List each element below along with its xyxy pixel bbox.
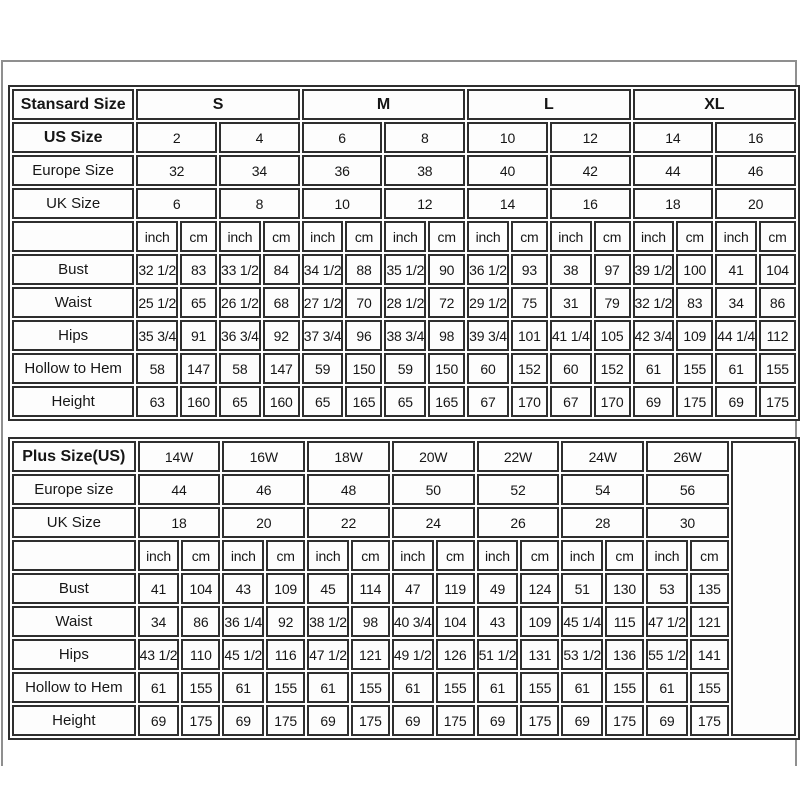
row-label: Europe size [12,474,136,505]
table-cell: 88 [345,254,382,285]
table-cell: 47 [392,573,434,604]
table-cell: 45 [307,573,349,604]
table-cell: 98 [428,320,465,351]
table-row-standard-title [12,89,796,120]
table-cell: 4 [219,122,300,153]
table-cell: 26 [477,507,560,538]
table-row-europe-size [12,155,796,186]
table-cell: 109 [266,573,305,604]
table-cell: 38 3/4 [384,320,426,351]
row-label: Bust [12,573,136,604]
table-cell: 60 [550,353,592,384]
table-cell: 37 3/4 [302,320,344,351]
table-row-bust [12,254,796,285]
table-cell: 59 [302,353,344,384]
table-cell: 58 [136,353,178,384]
table-cell: 155 [351,672,390,703]
table-cell: 175 [759,386,796,417]
table-cell: 16 [715,122,796,153]
row-label: US Size [12,122,134,153]
table-cell: 33 1/2 [219,254,261,285]
row-label-empty [12,221,134,252]
table-cell: 75 [511,287,548,318]
table-row-units [12,540,796,571]
table-cell: 69 [392,705,434,736]
table-cell: 175 [266,705,305,736]
table-cell: 41 [715,254,757,285]
table-cell: 8 [219,188,300,219]
table-cell: 170 [594,386,631,417]
table-cell: 16W [222,441,305,472]
table-cell: 42 [550,155,631,186]
table-cell: 55 1/2 [646,639,688,670]
table-cell: 83 [180,254,217,285]
table-cell: 116 [266,639,305,670]
table-cell: 30 [646,507,729,538]
row-label: Waist [12,287,134,318]
table-row-bust [12,573,796,604]
table-cell: 49 [477,573,519,604]
table-cell: 20W [392,441,475,472]
table-cell: inch [219,221,261,252]
table-cell: 6 [136,188,217,219]
table-cell: 126 [436,639,475,670]
table-cell: 2 [136,122,217,153]
table-cell: 24 [392,507,475,538]
table-cell: 68 [263,287,300,318]
table-cell: cm [511,221,548,252]
table-cell: cm [520,540,559,571]
table-cell: 61 [477,672,519,703]
table-cell: inch [136,221,178,252]
table-cell: 69 [633,386,675,417]
table-cell: 40 [467,155,548,186]
table-cell: 36 [302,155,383,186]
table-cell: 114 [351,573,390,604]
table-cell: 131 [520,639,559,670]
table-cell: 14 [633,122,714,153]
table-cell: inch [477,540,519,571]
table-cell: 61 [138,672,180,703]
table-cell: 8 [384,122,465,153]
table-cell: inch [715,221,757,252]
table-cell: 32 1/2 [136,254,178,285]
table-cell: 39 1/2 [633,254,675,285]
table-cell: inch [550,221,592,252]
table-cell: 53 1/2 [561,639,603,670]
table-cell: 36 3/4 [219,320,261,351]
table-cell: 35 3/4 [136,320,178,351]
table-cell: 22W [477,441,560,472]
table-cell: 34 [219,155,300,186]
table-cell: 47 1/2 [646,606,688,637]
table-cell: 91 [180,320,217,351]
table-cell: 152 [594,353,631,384]
table-row-hips [12,639,796,670]
table-cell: 69 [307,705,349,736]
row-label: Hollow to Hem [12,353,134,384]
table-cell: 28 1/2 [384,287,426,318]
table-cell: 104 [759,254,796,285]
table-cell: 46 [222,474,305,505]
table-cell: 175 [520,705,559,736]
table-cell: 49 1/2 [392,639,434,670]
table-cell: 10 [302,188,383,219]
table-cell: 70 [345,287,382,318]
table-cell: 69 [222,705,264,736]
table-cell: 26W [646,441,729,472]
table-cell: 155 [181,672,220,703]
table-cell: 61 [646,672,688,703]
table-cell: inch [646,540,688,571]
table-cell: 53 [646,573,688,604]
row-label: UK Size [12,507,136,538]
table-cell: 28 [561,507,644,538]
table-row-plus-title [12,441,796,472]
table-cell: 67 [467,386,509,417]
size-group-header: XL [633,89,796,120]
table-cell: 155 [759,353,796,384]
row-label: Waist [12,606,136,637]
row-label: Height [12,705,136,736]
table-cell: 155 [676,353,713,384]
table-cell: 38 1/2 [307,606,349,637]
row-label-empty [12,540,136,571]
table-cell: 170 [511,386,548,417]
table-row-uk-size [12,188,796,219]
table-cell: cm [428,221,465,252]
table-cell: cm [676,221,713,252]
table-cell: 52 [477,474,560,505]
table-cell: 155 [436,672,475,703]
table-cell: 26 1/2 [219,287,261,318]
table-cell: 51 [561,573,603,604]
table-cell: 56 [646,474,729,505]
table-cell: 32 1/2 [633,287,675,318]
table-cell: inch [633,221,675,252]
table-cell: 42 3/4 [633,320,675,351]
table-cell: 83 [676,287,713,318]
table-cell: 130 [605,573,644,604]
table-cell: 41 [138,573,180,604]
table-cell: 20 [715,188,796,219]
table-cell: inch [138,540,180,571]
table-cell: 141 [690,639,729,670]
table-cell: 32 [136,155,217,186]
table-row-europe-size [12,474,796,505]
table-cell: 84 [263,254,300,285]
table-cell: 109 [520,606,559,637]
table-cell: 112 [759,320,796,351]
table-cell: 25 1/2 [136,287,178,318]
table-row-waist [12,606,796,637]
table-cell: 59 [384,353,426,384]
table-cell: 152 [511,353,548,384]
table-row-hollow-to-hem [12,672,796,703]
table-cell: 67 [550,386,592,417]
table-cell: 34 [138,606,180,637]
table-cell: 98 [351,606,390,637]
table-cell: 14W [138,441,221,472]
size-group-header: L [467,89,630,120]
table-cell: 69 [561,705,603,736]
table-cell: 65 [384,386,426,417]
table-cell: cm [351,540,390,571]
table-cell: 41 1/4 [550,320,592,351]
table-cell: 109 [676,320,713,351]
table-cell: 18 [633,188,714,219]
table-cell: 165 [428,386,465,417]
row-label: Hips [12,320,134,351]
table-cell: 69 [646,705,688,736]
table-cell: 135 [690,573,729,604]
table-cell: 121 [690,606,729,637]
table-cell: 16 [550,188,631,219]
table-cell: 121 [351,639,390,670]
table-cell: 93 [511,254,548,285]
table-cell: 12 [384,188,465,219]
table-cell: 147 [263,353,300,384]
table-cell: 155 [605,672,644,703]
table-cell: 18W [307,441,390,472]
table-row-us-size [12,122,796,153]
table-cell: 34 [715,287,757,318]
table-cell: inch [302,221,344,252]
table-cell: 65 [219,386,261,417]
table-cell: 12 [550,122,631,153]
table-cell: 54 [561,474,644,505]
table-cell: inch [222,540,264,571]
table-row-height [12,386,796,417]
table-cell: 24W [561,441,644,472]
empty-cell [731,441,796,736]
table-cell: 104 [436,606,475,637]
table-cell: cm [266,540,305,571]
table-cell: cm [181,540,220,571]
table-cell: cm [263,221,300,252]
table-cell: 72 [428,287,465,318]
table-cell: 36 1/4 [222,606,264,637]
table-cell: 175 [676,386,713,417]
table-cell: 47 1/2 [307,639,349,670]
table-row-units [12,221,796,252]
table-cell: inch [392,540,434,571]
table-cell: 43 [222,573,264,604]
table-cell: 29 1/2 [467,287,509,318]
table-row-uk-size [12,507,796,538]
table-cell: cm [690,540,729,571]
table-cell: 34 1/2 [302,254,344,285]
table-cell: 175 [181,705,220,736]
table-cell: 61 [307,672,349,703]
table-cell: 69 [138,705,180,736]
table-cell: 175 [690,705,729,736]
table-cell: inch [467,221,509,252]
table-cell: 31 [550,287,592,318]
table-cell: 14 [467,188,548,219]
table-row-height [12,705,796,736]
table-cell: 44 [633,155,714,186]
row-label: Europe Size [12,155,134,186]
table-cell: 97 [594,254,631,285]
table-cell: 44 [138,474,221,505]
table-cell: 38 [550,254,592,285]
row-label: Plus Size(US) [12,441,136,472]
standard-size-table [8,85,800,421]
table-row-waist [12,287,796,318]
table-cell: cm [605,540,644,571]
table-cell: 175 [605,705,644,736]
table-cell: 86 [181,606,220,637]
table-cell: 45 1/2 [222,639,264,670]
size-group-header: M [302,89,465,120]
table-row-hips [12,320,796,351]
table-cell: 155 [690,672,729,703]
table-cell: cm [345,221,382,252]
table-cell: 63 [136,386,178,417]
table-cell: 86 [759,287,796,318]
table-cell: inch [307,540,349,571]
table-cell: 22 [307,507,390,538]
table-cell: 79 [594,287,631,318]
table-row-hollow-to-hem [12,353,796,384]
table-cell: 65 [180,287,217,318]
table-cell: 44 1/4 [715,320,757,351]
table-cell: 60 [467,353,509,384]
table-cell: 61 [715,353,757,384]
table-cell: 119 [436,573,475,604]
table-cell: 61 [392,672,434,703]
table-cell: 51 1/2 [477,639,519,670]
table-cell: inch [384,221,426,252]
size-group-header: S [136,89,299,120]
row-label: Height [12,386,134,417]
table-cell: 45 1/4 [561,606,603,637]
table-cell: 65 [302,386,344,417]
table-cell: 150 [345,353,382,384]
table-cell: 10 [467,122,548,153]
row-label: Bust [12,254,134,285]
table-cell: 61 [633,353,675,384]
table-cell: 50 [392,474,475,505]
table-cell: 90 [428,254,465,285]
table-cell: 43 [477,606,519,637]
table-cell: 27 1/2 [302,287,344,318]
table-cell: 124 [520,573,559,604]
table-cell: 155 [266,672,305,703]
table-cell: 48 [307,474,390,505]
table-cell: 20 [222,507,305,538]
table-cell: 101 [511,320,548,351]
table-cell: 92 [266,606,305,637]
table-cell: 165 [345,386,382,417]
table-cell: 6 [302,122,383,153]
table-cell: 115 [605,606,644,637]
table-cell: 147 [180,353,217,384]
table-cell: 160 [180,386,217,417]
table-cell: 39 3/4 [467,320,509,351]
table-cell: 61 [222,672,264,703]
table-cell: 92 [263,320,300,351]
table-cell: 46 [715,155,796,186]
row-label: Stansard Size [12,89,134,120]
row-label: Hollow to Hem [12,672,136,703]
table-cell: 36 1/2 [467,254,509,285]
table-cell: 175 [436,705,475,736]
table-cell: 43 1/2 [138,639,180,670]
table-cell: 110 [181,639,220,670]
table-cell: cm [436,540,475,571]
table-cell: 136 [605,639,644,670]
table-cell: 35 1/2 [384,254,426,285]
table-cell: 18 [138,507,221,538]
table-cell: 104 [181,573,220,604]
row-label: Hips [12,639,136,670]
table-cell: 155 [520,672,559,703]
table-cell: 100 [676,254,713,285]
table-cell: 105 [594,320,631,351]
table-cell: 160 [263,386,300,417]
table-cell: 38 [384,155,465,186]
table-cell: 175 [351,705,390,736]
table-cell: 58 [219,353,261,384]
table-cell: 150 [428,353,465,384]
table-cell: 61 [561,672,603,703]
table-cell: cm [180,221,217,252]
table-cell: 40 3/4 [392,606,434,637]
table-cell: cm [759,221,796,252]
table-cell: cm [594,221,631,252]
plus-size-table [8,437,800,740]
table-cell: 69 [715,386,757,417]
table-cell: 69 [477,705,519,736]
row-label: UK Size [12,188,134,219]
table-cell: inch [561,540,603,571]
table-cell: 96 [345,320,382,351]
